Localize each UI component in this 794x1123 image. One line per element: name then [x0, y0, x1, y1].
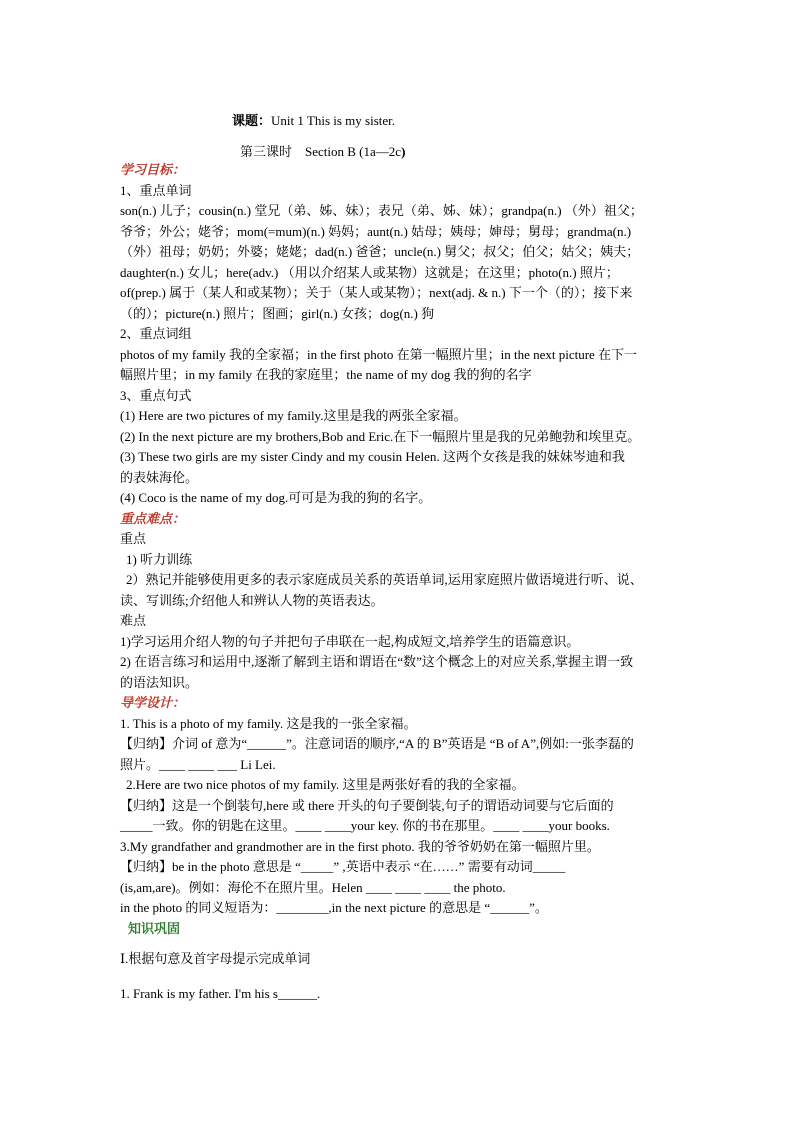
lesson-period: 第三课时	[240, 144, 293, 159]
guide-heading: 导学设计：	[120, 695, 186, 710]
lesson-section-close: )	[401, 144, 406, 159]
sentence-line: (4) Coco is the name of my dog.可可是为我的狗的名字。	[120, 490, 432, 505]
words-line: （的）；picture(n.) 照片；图画；girl(n.) 女孩；dog(n.) 狗	[120, 305, 435, 321]
words-line: son(n.) 儿子；cousin(n.) 堂兄（弟、姊、妹）；表兄（弟、姊、妹）；grandpa(n.) （外）祖父；	[120, 203, 643, 218]
sentence-line: (1) Here are two pictures of my family.这里是我的两张全家福。	[120, 408, 467, 423]
key-line: 1)学习运用介绍人物的句子并把句子串联在一起,构成短文,培养学生的语篇意识。	[120, 633, 580, 649]
guide-line: 【归纳】be in the photo 意思是 “_____” ,英语中表示 “在……” 需要有动词_____	[120, 859, 566, 874]
key-line: 2）熟记并能够使用更多的表示家庭成员关系的英语单词,运用家庭照片做语境进行听、说、	[126, 572, 643, 587]
sentence-line: (2) In the next picture are my brothers,Bob and Eric.在下一幅照片里是我的兄弟鲍勃和埃里克。	[120, 428, 641, 444]
guide-line: 照片。____ ____ ___ Li Lei.	[120, 756, 276, 772]
exercise-part-title: Ⅰ.根据句意及首字母提示完成单词	[120, 951, 311, 966]
phrases-line: 幅照片里；in my family 在我的家庭里；the name of my dog 我的狗的名字	[120, 367, 532, 382]
guide-line: 3.My grandfather and grandmother are in the first photo. 我的爷爷奶奶在第一幅照片里。	[120, 838, 600, 854]
key-line: 的语法知识。	[120, 674, 199, 690]
section-key-sentences: 3、重点句式	[120, 387, 192, 403]
exercise-question: 1. Frank is my father. I'm his s______.	[120, 985, 321, 1001]
goals-heading: 学习目标：	[120, 162, 186, 177]
key-line: 2) 在语言练习和运用中,逐渐了解到主语和谓语在“数”这个概念上的对应关系,掌握主谓一致	[120, 654, 634, 669]
key-line: 1) 听力训练	[126, 551, 193, 567]
guide-line: (is,am,are)。例如：海伦不在照片里。Helen ____ ____ ____ the photo.	[120, 879, 506, 895]
spacer	[120, 939, 680, 949]
guide-line: 2.Here are two nice photos of my family. 这里是两张好看的我的全家福。	[126, 777, 525, 792]
sentence-line: (3) These two girls are my sister Cindy and my cousin Helen. 这两个女孩是我的妹妹岑迪和我	[120, 449, 625, 464]
guide-line: 【归纳】这是一个倒装句,here 或 there 开头的句子要倒装,句子的谓语动词要与它后面的	[120, 797, 614, 813]
guide-line: in the photo 的同义短语为：________,in the next picture 的意思是 “______”。	[120, 900, 548, 915]
sentence-line: 的表妹海伦。	[120, 469, 199, 485]
words-line: daughter(n.) 女儿；here(adv.) （用以介绍某人或某物）这就是；在这里；photo(n.) 照片；	[120, 264, 619, 280]
lesson-section: Section B (1a—2c	[305, 144, 402, 159]
lesson-title	[232, 110, 395, 129]
words-line: of(prep.) 属于（某人和或某物）；关于（某人或某物）；next(adj. & n.) 下一个（的）；接下来	[120, 285, 633, 300]
words-line: （外）祖母；奶奶；外婆；姥姥；dad(n.) 爸爸；uncle(n.) 舅父；叔父；伯父；姑父；姨夫；	[120, 244, 640, 259]
title-label: 课题：	[232, 113, 272, 128]
guide-line: 1. This is a photo of my family. 这是我的一张全家福。	[120, 715, 417, 731]
key-line: 重点	[120, 531, 147, 546]
section-key-words: 1、重点单词	[120, 182, 192, 198]
document-body	[120, 160, 680, 1004]
guide-line: _____一致。你的钥匙在这里。____ ____your key. 你的书在那里。____ ____your books.	[120, 818, 610, 833]
words-line: 爷爷；外公；姥爷；mom(=mum)(n.) 妈妈；aunt(n.) 姑母；姨母；婶母；舅母；grandma(n.)	[120, 223, 632, 239]
lesson-subtitle	[240, 141, 405, 160]
title-text: Unit 1 This is my sister.	[271, 113, 396, 128]
phrases-line: photos of my family 我的全家福；in the first photo 在第一幅照片里；in the next picture 在下一	[120, 346, 638, 362]
section-key-phrases: 2、重点词组	[120, 326, 192, 341]
key-line: 读、写训练;介绍他人和辨认人物的英语表达。	[120, 592, 384, 608]
guide-line: 【归纳】介词 of 意为“______”。注意词语的顺序,“A 的 B”英语是 “B of A”,例如:一张李磊的	[120, 736, 634, 751]
consolidate-heading: 知识巩固	[128, 920, 181, 936]
key-points-heading: 重点难点：	[120, 510, 186, 526]
key-line: 难点	[120, 613, 147, 628]
spacer	[120, 970, 680, 984]
